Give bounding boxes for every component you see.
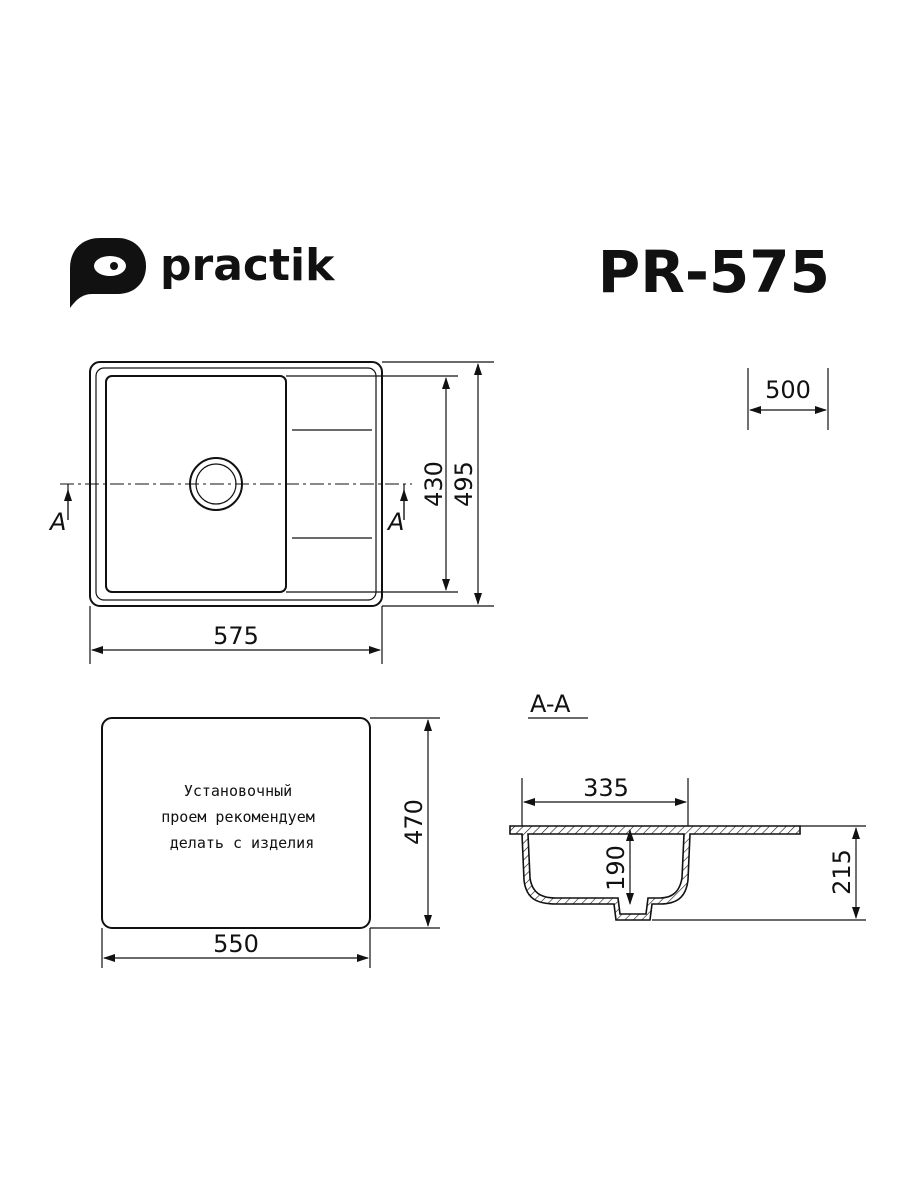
- bowl-depth-dimension: 430: [420, 461, 448, 507]
- cabinet-size: [748, 368, 828, 430]
- section-bowl-depth: 190: [602, 845, 630, 891]
- cutout-depth-dimension: 470: [400, 799, 428, 845]
- cutout-width-dimension: 550: [213, 930, 259, 958]
- section-marker-right: A: [388, 508, 405, 536]
- cutout-note-line-1: Установочный: [183, 782, 293, 800]
- cutout-note-line-2: проем рекомендуем: [161, 808, 315, 826]
- width-dimension: 575: [213, 622, 259, 650]
- sink-section-profile: [510, 826, 800, 920]
- overall-depth-dimension: 495: [450, 461, 478, 507]
- section-title: A-A: [530, 690, 571, 718]
- sink-top-view: [48, 362, 494, 664]
- model-title: PR-575: [597, 238, 830, 306]
- section-view: [510, 690, 866, 920]
- brand-name: practik: [160, 240, 335, 291]
- section-bowl-width: 335: [583, 774, 629, 802]
- section-height: 215: [828, 849, 856, 895]
- section-marker-left: A: [50, 508, 67, 536]
- cutout-view: [102, 718, 440, 968]
- brand-logo: [70, 238, 146, 308]
- cabinet-dimension: 500: [765, 376, 811, 404]
- cutout-note-line-3: делать с изделия: [169, 834, 315, 852]
